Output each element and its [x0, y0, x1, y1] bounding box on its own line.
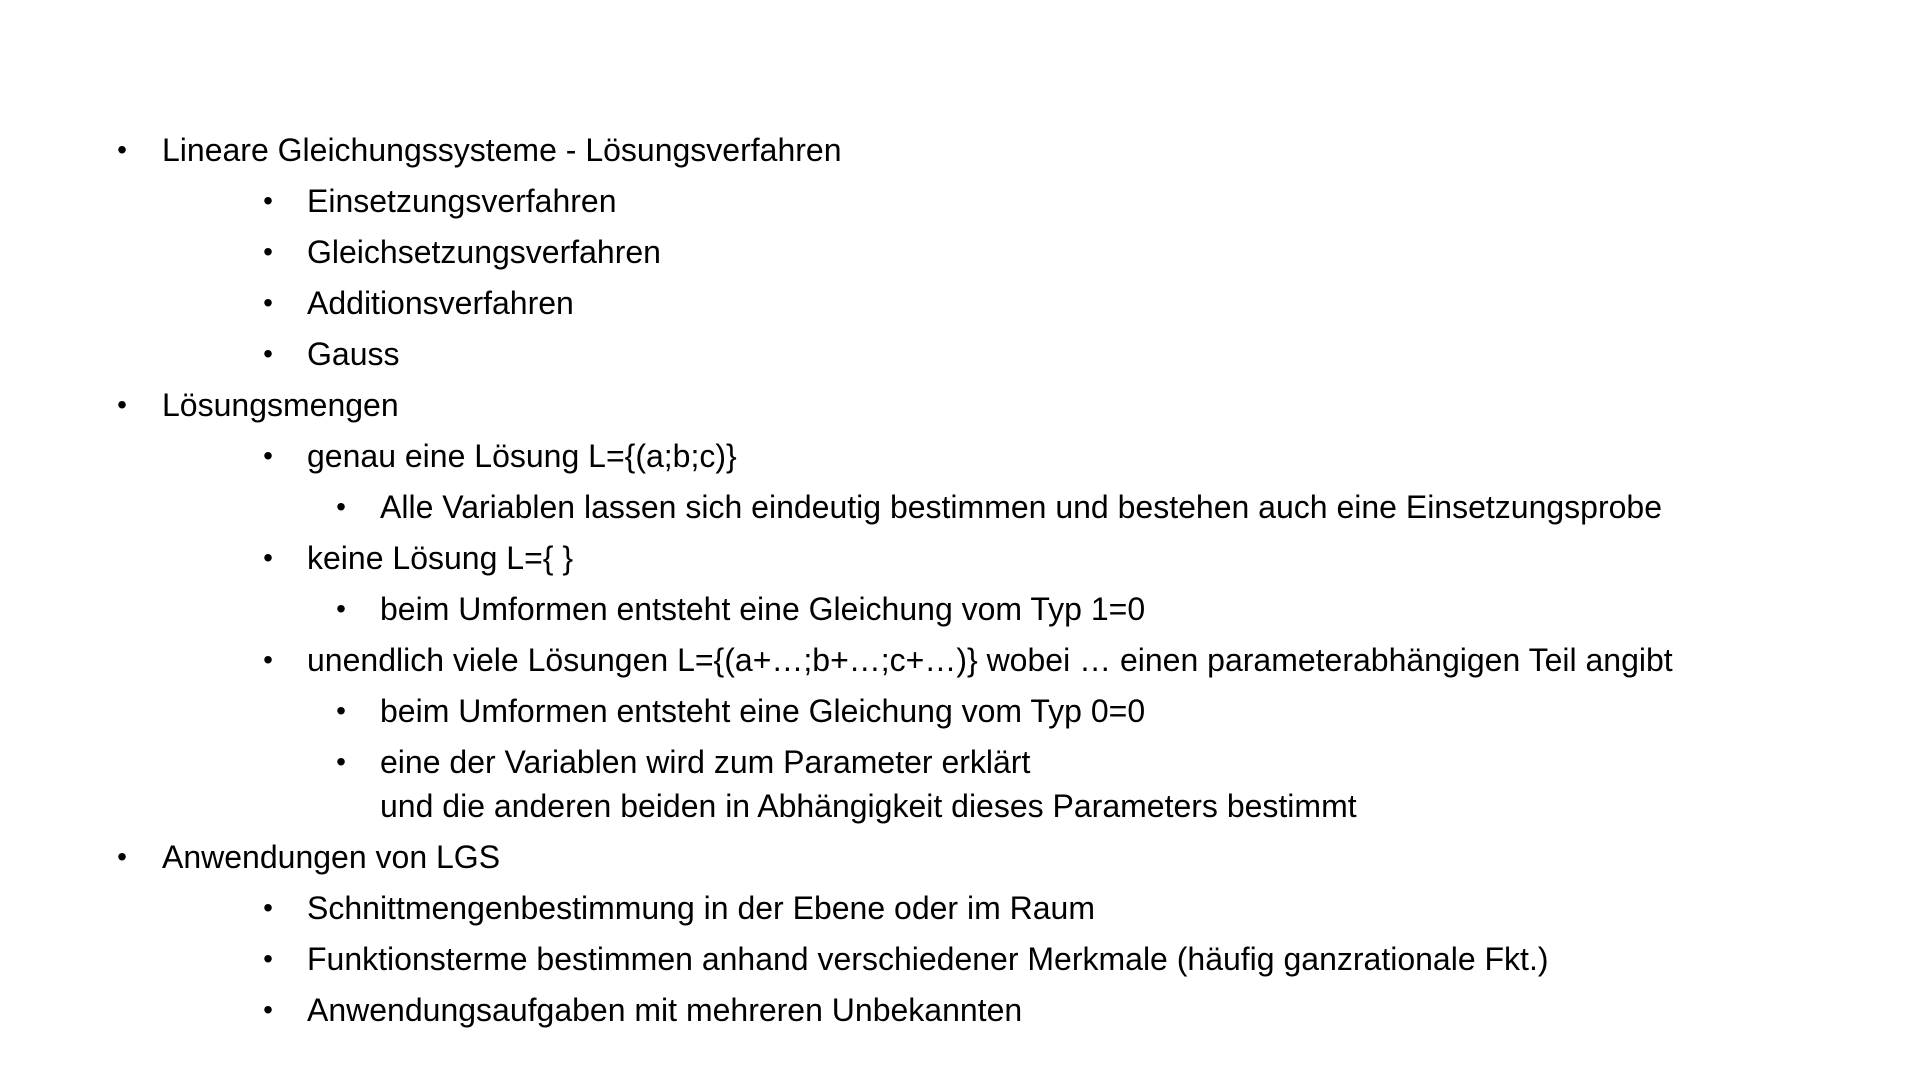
list-item-text: Schnittmengenbestimmung in der Ebene oder im Raum — [307, 890, 1095, 926]
list-item-text: unendlich viele Lösungen L={(a+…;b+…;c+…)} wobei … einen parameterabhängigen Teil angibt — [307, 642, 1673, 678]
list-item-funktionsterme-bestimmen — [0, 937, 1920, 981]
list-item-genau-eine-loesung — [0, 434, 1920, 478]
bullet-icon: • — [117, 134, 127, 165]
list-item-keine-loesung — [0, 536, 1920, 580]
list-item-text: eine der Variablen wird zum Parameter erklärt — [380, 744, 1031, 780]
list-item-text: Anwendungsaufgaben mit mehreren Unbekannten — [307, 992, 1023, 1028]
list-item-text-continuation: und die anderen beiden in Abhängigkeit dieses Parameters bestimmt — [380, 788, 1357, 824]
bullet-icon: • — [263, 892, 273, 923]
list-item-text: Additionsverfahren — [307, 285, 574, 321]
list-item-gleichsetzungsverfahren — [0, 230, 1920, 274]
list-item-text: beim Umformen entsteht eine Gleichung vom Typ 1=0 — [380, 591, 1146, 627]
list-item-text: keine Lösung L={ } — [307, 540, 574, 576]
bullet-icon: • — [263, 185, 273, 216]
bullet-icon: • — [117, 389, 127, 420]
bullet-icon: • — [263, 287, 273, 318]
list-item-text: Lösungsmengen — [162, 387, 399, 423]
bullet-icon: • — [336, 491, 346, 522]
bullet-icon: • — [263, 542, 273, 573]
list-item-typ-1-gleich-0 — [0, 587, 1920, 631]
list-item-additionsverfahren — [0, 281, 1920, 325]
list-item-text: beim Umformen entsteht eine Gleichung vom Typ 0=0 — [380, 693, 1146, 729]
list-item-schnittmengenbestimmung — [0, 886, 1920, 930]
bullet-icon: • — [263, 644, 273, 675]
list-item-text: Gleichsetzungsverfahren — [307, 234, 661, 270]
bullet-icon: • — [117, 841, 127, 872]
list-item-einsetzungsverfahren — [0, 179, 1920, 223]
list-item-anwendungen-von-lgs — [0, 835, 1920, 879]
bullet-outline — [0, 128, 1920, 1039]
bullet-icon: • — [263, 236, 273, 267]
list-item-gauss — [0, 332, 1920, 376]
list-item-eindeutig-bestimmen — [0, 485, 1920, 529]
list-item-parameter-erklaert — [0, 740, 1920, 828]
bullet-icon: • — [336, 695, 346, 726]
list-item-text: Alle Variablen lassen sich eindeutig bestimmen und bestehen auch eine Einsetzungsprobe — [380, 489, 1663, 525]
bullet-icon: • — [263, 338, 273, 369]
list-item-text: Lineare Gleichungssysteme - Lösungsverfahren — [162, 132, 842, 168]
list-item-text: Anwendungen von LGS — [162, 839, 501, 875]
bullet-icon: • — [336, 593, 346, 624]
bullet-icon: • — [263, 440, 273, 471]
list-item-unendlich-viele-loesungen — [0, 638, 1920, 682]
list-item-anwendungsaufgaben — [0, 988, 1920, 1032]
list-item-text: genau eine Lösung L={(a;b;c)} — [307, 438, 737, 474]
list-item-lgs-loesungsverfahren — [0, 128, 1920, 172]
bullet-icon: • — [263, 943, 273, 974]
bullet-icon: • — [263, 994, 273, 1025]
list-item-text: Einsetzungsverfahren — [307, 183, 617, 219]
list-item-loesungsmengen — [0, 383, 1920, 427]
bullet-icon: • — [336, 746, 346, 777]
list-item-text: Gauss — [307, 336, 400, 372]
list-item-typ-0-gleich-0 — [0, 689, 1920, 733]
list-item-text: Funktionsterme bestimmen anhand verschiedener Merkmale (häufig ganzrationale Fkt.) — [307, 941, 1549, 977]
